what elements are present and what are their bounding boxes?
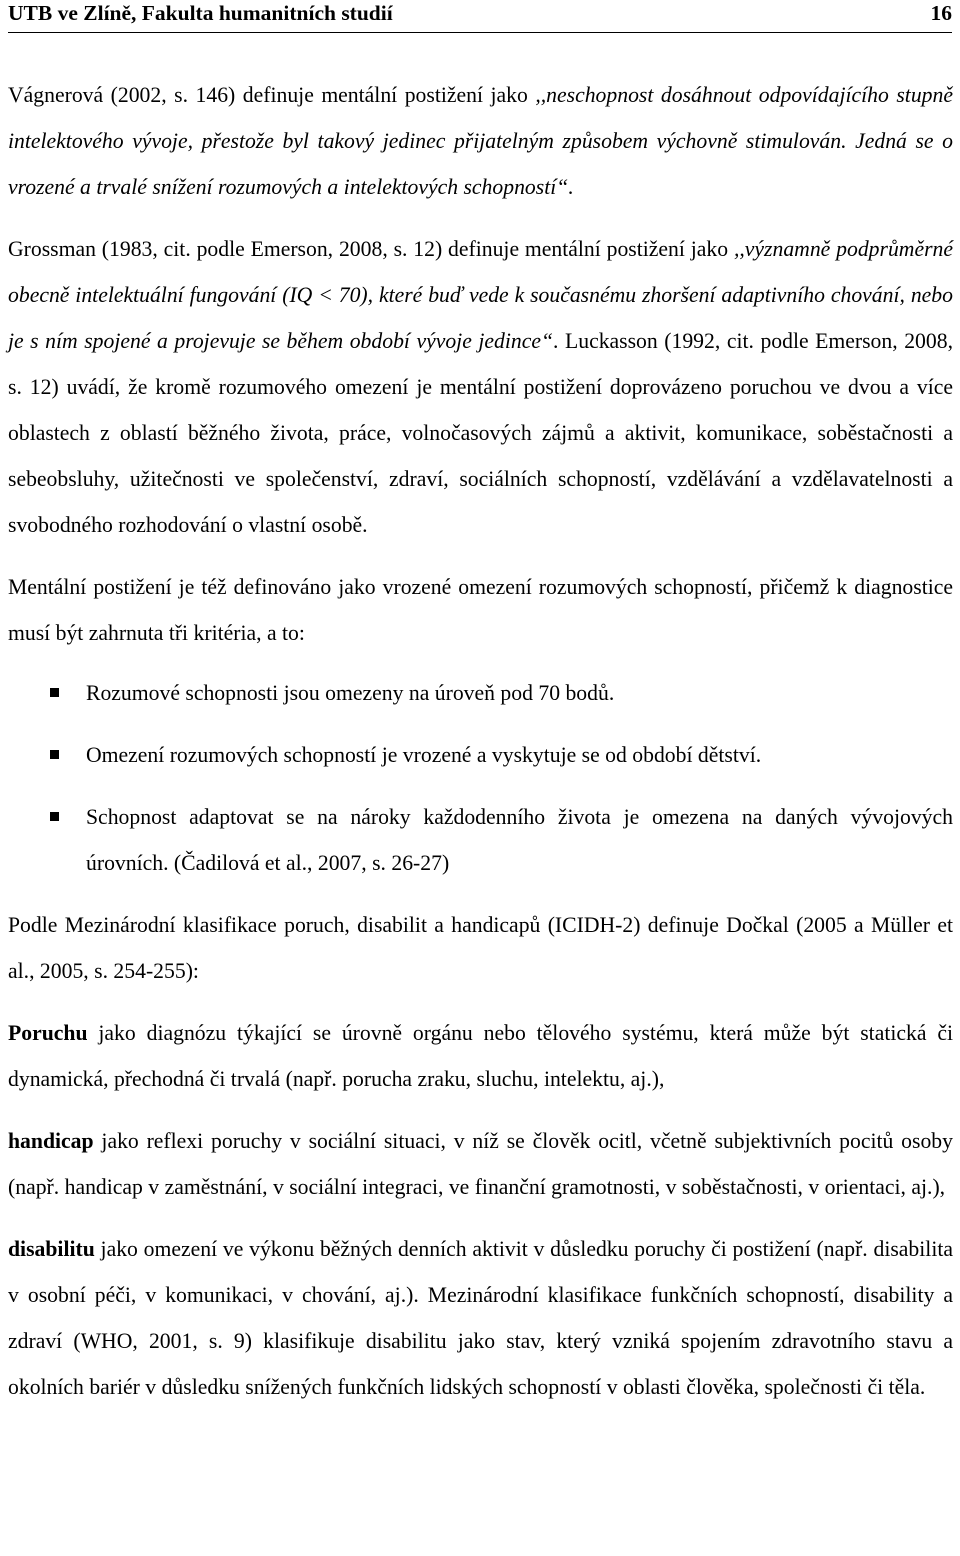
term-bold: handicap	[8, 1129, 94, 1153]
list-item-text: Rozumové schopnosti jsou omezeny na úroveň pod 70 bodů.	[86, 681, 615, 705]
paragraph-definition: Mentální postižení je též definováno jako vrozené omezení rozumových schopností, přičemž k diagnostice musí být zahrnuta tři kritéria, a to:	[8, 575, 953, 645]
quotation: ,,významně podprůměrné obecně intelektuální fungování (IQ < 70), které buď vede k současnému zhoršení adaptivního chování, nebo je s ním spojené a projevuje se během období vývoje jedince“	[8, 237, 953, 353]
list-item-text: Omezení rozumových schopností je vrozené a vyskytuje se od období dětství.	[86, 743, 762, 767]
paragraph-vagnerova	[8, 72, 953, 210]
square-bullet-icon	[50, 750, 59, 759]
square-bullet-icon	[50, 688, 59, 697]
paragraph-text: jako diagnózu týkající se úrovně orgánu nebo tělového systému, která může být statická či dynamická, přechodná či trvalá (např. porucha zraku, sluchu, intelektu, aj.),	[8, 1021, 953, 1091]
page-header	[8, 0, 952, 33]
paragraph-text: . Luckasson (1992, cit. podle Emerson, 2008, s. 12) uvádí, že kromě rozumového omezení je mentální postižení doprovázeno poruchou ve dvou a více oblastech z oblastí běžného života, práce, volnočasových zájmů a aktivit, komunikace, soběstačnosti a sebeobsluhy, užitečnosti ve společenství, zdraví, sociálních schopností, vzdělávání a vzdělavatelnosti a svobodného rozhodování o vlastní osobě.	[8, 329, 953, 537]
square-bullet-icon	[50, 812, 59, 821]
paragraph-text: Grossman (1983, cit. podle Emerson, 2008, s. 12) definuje mentální postižení jako	[8, 237, 734, 261]
header-title: UTB ve Zlíně, Fakulta humanitních studií	[8, 1, 393, 25]
paragraph-grossman	[8, 226, 953, 548]
paragraph-text: jako reflexi poruchy v sociální situaci, v níž se člověk ocitl, včetně subjektivních pocitů osoby (např. handicap v zaměstnání, v sociální integraci, ve finanční gramotnosti, v soběstačnosti, v orientaci, aj.),	[8, 1129, 953, 1199]
list-item	[8, 670, 953, 716]
list-item	[8, 732, 953, 778]
paragraph-disabilita	[8, 1226, 953, 1410]
page-number: 16	[930, 1, 952, 25]
document-body	[8, 72, 953, 1410]
term-bold: disabilitu	[8, 1237, 95, 1261]
list-item-text: Schopnost adaptovat se na nároky každodenního života je omezena na daných vývojových úrovních. (Čadilová et al., 2007, s. 26-27)	[86, 805, 953, 875]
paragraph-text: jako omezení ve výkonu běžných denních aktivit v důsledku poruchy či postižení (např. disabilita v osobní péči, v komunikaci, v chování, aj.). Mezinárodní klasifikace funkčních schopností, disability a zdraví (WHO, 2001, s. 9) klasifikuje disabilitu jako stav, který vzniká spojením zdravotního stavu a okolních bariér v důsledku snížených funkčních lidských schopností v oblasti člověka, společnosti či těla.	[8, 1237, 953, 1399]
term-bold: Poruchu	[8, 1021, 88, 1045]
list-item	[8, 794, 953, 886]
paragraph-handicap	[8, 1118, 953, 1210]
paragraph-porucha	[8, 1010, 953, 1102]
paragraph-text: Vágnerová (2002, s. 146) definuje mentální postižení jako	[8, 83, 536, 107]
paragraph-icidh: Podle Mezinárodní klasifikace poruch, disabilit a handicapů (ICIDH-2) definuje Dočkal (2005 a Müller et al., 2005, s. 254-255):	[8, 913, 953, 983]
criteria-list	[8, 670, 953, 886]
quotation: ,,neschopnost dosáhnout odpovídajícího stupně intelektového vývoje, přestože byl takový jedinec přijatelným způsobem výchovně stimulován. Jedná se o vrozené a trvalé snížení rozumových a intelektových schopností“.	[8, 83, 953, 199]
